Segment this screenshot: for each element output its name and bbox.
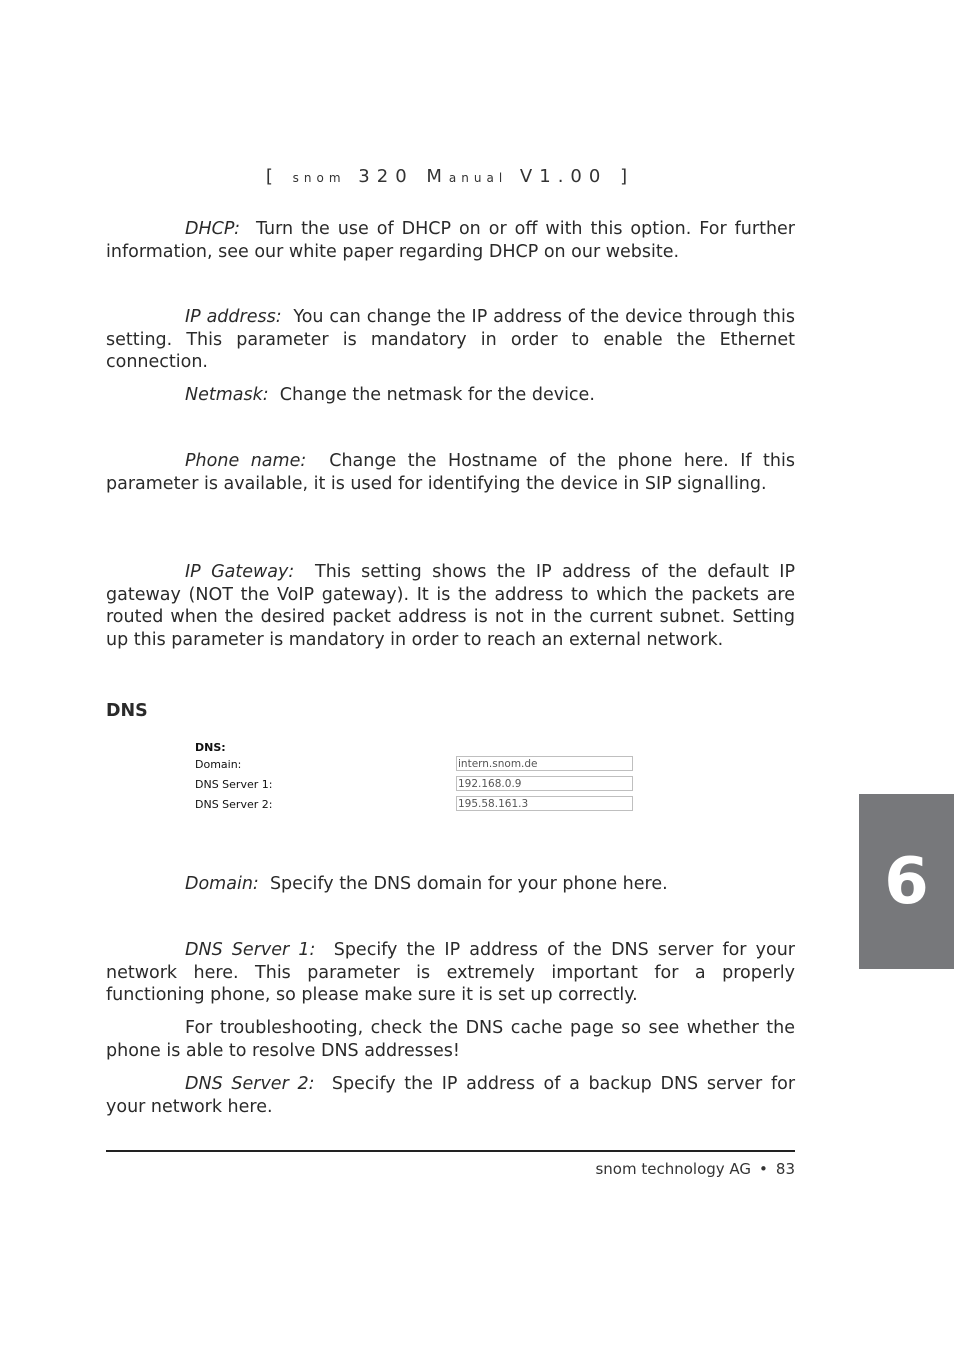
header-version: V1.00 <box>519 166 608 187</box>
header-model: 320 <box>358 166 414 187</box>
chapter-tab: 6 <box>859 794 954 969</box>
dns-server-2-label: DNS Server 2: <box>195 798 273 811</box>
running-header <box>0 166 900 187</box>
paragraph-dns-server-1: DNS Server 1: Specify the IP address of the DNS server for your network here. This parameter is extremely important for a properly functioning phone, so please make sure it is set up correctly. <box>106 940 796 1005</box>
term-ip-gateway: IP Gateway: <box>185 562 295 582</box>
page-number: 83 <box>775 1160 795 1178</box>
paragraph-ip-address: IP address: You can change the IP address of the device through this setting. This parameter is mandatory in order to enable the Ethernet connection. <box>106 307 795 372</box>
term-netmask: Netmask: <box>185 385 269 405</box>
paragraph-phone-name: Phone name: Change the Hostname of the phone here. If this parameter is available, it is used for identifying the device in SIP signalling. <box>106 451 795 494</box>
dns-settings-title: DNS: <box>195 741 226 754</box>
header-brand: snom <box>292 171 346 185</box>
term-domain: Domain: <box>185 874 259 894</box>
section-heading-dns: DNS <box>106 701 148 721</box>
dns-server-1-label: DNS Server 1: <box>195 778 273 791</box>
term-phone-name: Phone name: <box>185 451 307 471</box>
paragraph-troubleshooting: For troubleshooting, check the DNS cache page so see whether the phone is able to resolve DNS addresses! <box>106 1018 795 1061</box>
page-footer <box>595 1160 795 1178</box>
dns-server-1-field: 192.168.0.9 <box>456 776 633 791</box>
term-ip-address: IP address: <box>185 307 282 327</box>
paragraph-dns-server-2: DNS Server 2: Specify the IP address of a backup DNS server for your network here. <box>106 1074 796 1117</box>
footer-rule <box>106 1150 795 1152</box>
term-dns-server-2: DNS Server 2: <box>185 1074 315 1094</box>
domain-field: intern.snom.de <box>456 756 633 771</box>
paragraph-ip-gateway: IP Gateway: This setting shows the IP address of the default IP gateway (NOT the VoIP gateway). It is the address to which the packets are routed when the desired packet address is not in the current subnet. Setting up this parameter is mandatory in order to reach an external network. <box>106 562 796 650</box>
footer-bullet: • <box>759 1160 768 1178</box>
term-dhcp: DHCP: <box>185 219 240 239</box>
paragraph-netmask: Netmask: Change the netmask for the device. <box>185 385 595 405</box>
dns-settings-screenshot <box>190 740 640 820</box>
header-bracket-close: ] <box>620 166 635 187</box>
header-bracket-open: [ <box>265 166 280 187</box>
footer-company: snom technology AG <box>595 1160 752 1178</box>
header-manual: Manual <box>426 166 508 187</box>
term-dns-server-1: DNS Server 1: <box>185 940 316 960</box>
paragraph-dhcp: DHCP: Turn the use of DHCP on or off with this option. For further information, see our white paper regarding DHCP on our website. <box>106 219 795 262</box>
paragraph-domain: Domain: Specify the DNS domain for your phone here. <box>185 874 668 894</box>
dns-server-2-field: 195.58.161.3 <box>456 796 633 811</box>
domain-label: Domain: <box>195 758 242 771</box>
